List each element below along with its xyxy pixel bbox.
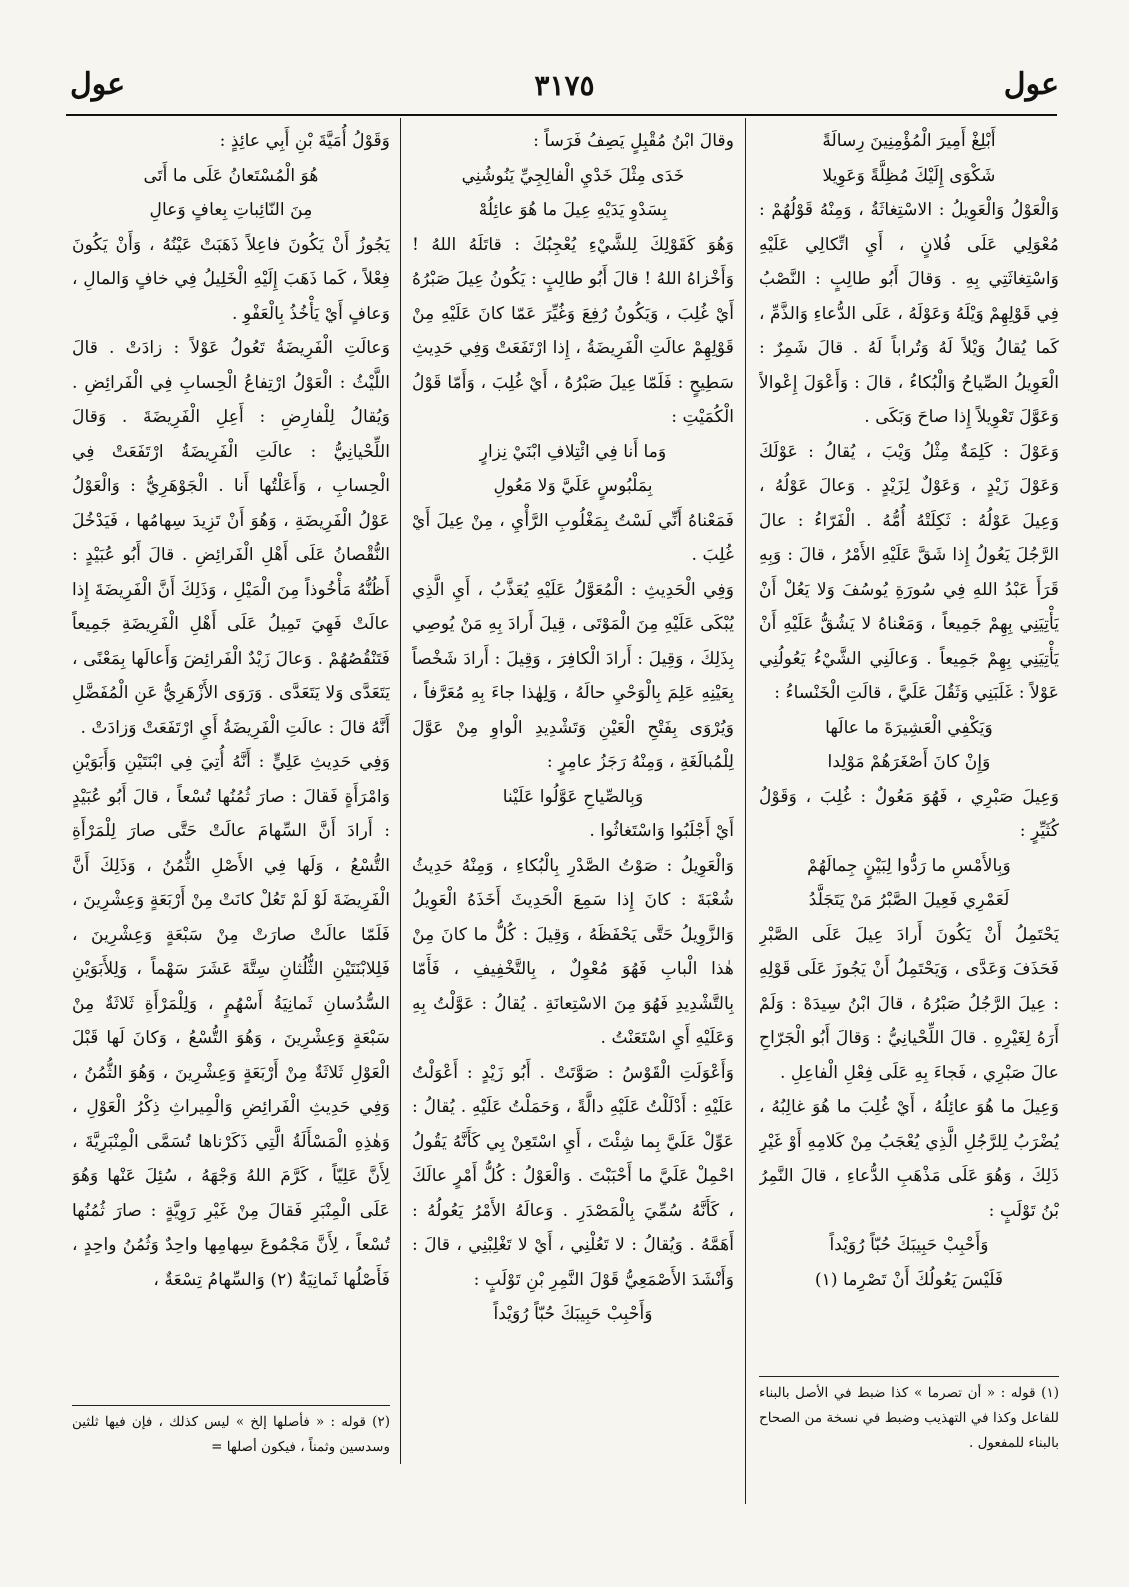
header-rule [66, 114, 1057, 116]
footnote-right: (١) قوله : « أن تصرما » كذا ضبط في الأصل بالبناء للفاعل وكذا في التهذيب وضبط في نسخة من الصحاح بالبناء للمفعول . [759, 1376, 1059, 1481]
verse-line: بِمَلْبُوسٍ عَلَيَّ وَلا مَعُولِ [493, 476, 653, 496]
verse-line: شَكْوَى إِلَيْكَ مُظِلَّةً وَعَوِيلا [822, 165, 996, 186]
paragraph: يَجُوزُ أَنْ يَكُونَ فاعِلاً ذَهَبَتْ عَيْنُهُ ، وَأَنْ يَكُونَ فِعْلاً ، كَما ذَهَبَ إِلَيْهِ الْخَلِيلُ فِي خافٍ وَالمالِ ، وَعافٍ أَيْ يَأْخُذُ بِالْعَفْوِ . [72, 234, 390, 324]
paragraph: يَحْتَمِلُ أَنْ يَكُونَ أَرادَ عِيلَ عَلَى الصَّبْرِ فَحَذَفَ وَعَدَّى ، وَيَحْتَمِلُ أَنْ يَجُوزَ عَلَى قَوْلِهِ : عِيلَ الرَّجُلُ صَبْرُهُ ، قالَ ابْنُ سِيدَهْ : وَلَمْ أَرَهُ لِغَيْرِهِ . قالَ اللِّحْيانِيُّ : وَقالَ أَبُو الْجَرّاحِ عالَ صَبْرِي ، فَجاءَ بِهِ عَلَى فِعْلِ الْفاعِلِ . [759, 924, 1059, 1083]
paragraph: أَيْ أَجْلَبُوا وَاسْتَغاثُوا . [589, 821, 734, 841]
column-left [72, 124, 390, 1404]
verse-line: وَيَكْفِي الْعَشِيرَةَ ما عالَها [825, 717, 993, 738]
verse-line: وَإِنْ كانَ أَصْغَرَهُمْ مَوْلِدا [827, 752, 991, 772]
paragraph: وَهُوَ كَقَوْلِكَ لِلشَّيْءِ يُعْجِبُكَ : قاتَلَهُ اللهُ ! وَأَخْزاهُ اللهُ ! قالَ أَبُو طالِبٍ : يَكُونُ عِيلَ صَبْرُهُ أَيْ غُلِبَ ، وَيَكُونُ رُفِعَ وَغُيِّرَ عَمّا كانَ عَلَيْهِ مِنْ قَوْلِهِمْ عالَتِ الْفَرِيضَةُ ، إِذا ارْتَفَعَتْ وَفِي حَدِيثِ سَطِيحٍ : فَلَمّا عِيلَ صَبْرُهُ ، أَيْ غُلِبَ ، وَأَمّا قَوْلُ الْكُمَيْتِ : [412, 234, 734, 427]
paragraph: وَأَعْوَلَتِ الْقَوْسُ : صَوَّتَتْ . أَبُو زَيْدٍ : أَعْوَلْتُ عَلَيْهِ : أَدْلَلْتُ عَلَيْهِ دالَّةً ، وَحَمَلْتُ عَلَيْهِ . يُقالُ : عَوِّلْ عَلَيَّ بِما شِئْتَ ، أَيِ اسْتَعِنْ بِي كَأَنَّهُ يَقُولُ احْمِلْ عَلَيَّ ما أَحْبَبْتَ . وَالْعَوْلُ : كُلُّ أَمْرٍ عالَكَ ، كَأَنَّهُ سُمِّيَ بِالْمَصْدَرِ . وَعالَهُ الأَمْرُ يَعُولُهُ : أَهَمَّهُ . وَيُقالُ : لا تَعُلْنِي ، أَيْ لا تَغْلِبْنِي ، قالَ : وَأَنْشَدَ الأَصْمَعِيُّ قَوْلَ النَّمِرِ بْنِ تَوْلَبٍ : [412, 1062, 734, 1290]
page-number: ٣١٧٥ [534, 69, 595, 102]
paragraph: وَالْعَوْلُ وَالْعَوِيلُ : الاسْتِغاثَةُ ، وَمِنْهُ قَوْلُهُمْ : مُعْوَلِي عَلَى فُلانٍ ، أَيِ اتِّكالِي عَلَيْهِ وَاسْتِغاثَتِي بِهِ . وَقالَ أَبُو طالِبٍ : النَّصْبُ فِي قَوْلِهِمْ وَيْلَهُ وَعَوْلَهُ ، عَلَى الدُّعاءِ وَالذَّمِّ ، كَما يُقالُ وَيْلاً لَهُ وَتُراباً لَهُ . قالَ شَمِرٌ : الْعَوِيلُ الصِّياحُ وَالْبُكاءُ ، قالَ : وَأَعْوَلَ إِعْوالاً وَعَوَّلَ تَعْوِيلاً إِذا صاحَ وَبَكَى . [759, 200, 1059, 427]
verse-line: هُوَ الْمُسْتَعانُ عَلَى ما أَتَى [143, 165, 319, 186]
column-right [759, 124, 1059, 1539]
column-divider-right [745, 118, 746, 1504]
verse-line: خَدَى مِثْلَ خَدْيِ الْفالِجِيِّ يَنُوشُنِي [461, 165, 685, 186]
verse-line: فَلَيْسَ يَعُولُكَ أَنْ تَصْرِما (١) [814, 1269, 1004, 1290]
paragraph: وَعِيلَ ما هُوَ عائِلُهُ ، أَيْ غُلِبَ ما هُوَ غالِبُهُ ، يُضْرَبُ لِلرَّجُلِ الَّذِي يُعْجَبُ مِنْ كَلامِهِ أَوْ غَيْرِ ذَلِكَ ، وَهُوَ عَلَى مَذْهَبِ الدُّعاءِ ، قالَ النَّمِرُ بْنُ تَوْلَبٍ : [759, 1097, 1059, 1221]
paragraph: وَعِيلَ صَبْرِي ، فَهُوَ مَعُولٌ : غُلِبَ ، وَقَوْلُ كُثَيِّرٍ : [759, 786, 1059, 841]
paragraph: وَفِي الْحَدِيثِ : الْمُعَوَّلُ عَلَيْهِ يُعَذَّبُ ، أَيِ الَّذِي يُبْكَى عَلَيْهِ مِنَ الْمَوْتَى ، قِيلَ أَرادَ بِهِ مَنْ يُوصِي بِذَلِكَ ، وَقِيلَ : أَرادَ الْكافِرَ ، وَقِيلَ : أَرادَ شَخْصاً بِعَيْنِهِ عَلِمَ بِالْوَحْيِ حالَهُ ، وَلِهٰذا جاءَ بِهِ مُعَرَّفاً ، وَيُرْوَى بِفَتْحِ الْعَيْنِ وَتَشْدِيدِ الْواوِ مِنْ عَوَّلَ لِلْمُبالَغَةِ ، وَمِنْهُ رَجَزُ عامِرٍ : [412, 579, 734, 772]
paragraph: وَقَوْلُ أُمَيَّةَ بْنِ أَبِي عائِذٍ : [219, 131, 390, 151]
header-keyword-right: عول [1003, 67, 1059, 102]
column-middle [412, 124, 734, 1470]
verse-line: وَأَحْبِبْ حَبِيبَكَ حُبّاً رُوَيْداً [493, 1304, 653, 1324]
verse-line: وَأَحْبِبْ حَبِيبَكَ حُبّاً رُوَيْداً [829, 1235, 989, 1255]
paragraph: وَعالَتِ الْفَرِيضَةُ تَعُولُ عَوْلاً : زادَتْ . قالَ اللَّيْثُ : الْعَوْلُ ارْتِفاعُ الْحِسابِ فِي الْفَرائِضِ . وَيُقالُ لِلْفارِضِ : أَعِلِ الْفَرِيضَةَ . وَقالَ اللِّحْيانِيُّ : عالَتِ الْفَرِيضَةُ ارْتَفَعَتْ فِي الْحِسابِ ، وَأَعَلْتُها أَنا . الْجَوْهَرِيُّ : وَالْعَوْلُ عَوْلُ الْفَرِيضَةِ ، وَهُوَ أَنْ تَزِيدَ سِهامُها ، فَيَدْخُلَ النُّقْصانُ عَلَى أَهْلِ الْفَرائِضِ . قالَ أَبُو عُبَيْدٍ : أَظُنُّهُ مَأْخُوذاً مِنَ الْمَيْلِ ، وَذَلِكَ أَنَّ الْفَرِيضَةَ إِذا عالَتْ فَهِيَ تَمِيلُ عَلَى أَهْلِ الْفَرِيضَةِ جَمِيعاً فَتَنْقُصُهُمْ . وَعالَ زَيْدٌ الْفَرائِضَ وَأَعالَها بِمَعْنًى ، يَتَعَدَّى وَلا يَتَعَدَّى . وَرَوَى الأَزْهَرِيُّ عَنِ الْمُفَضَّلِ أَنَّهُ قالَ : عالَتِ الْفَرِيضَةُ أَيِ ارْتَفَعَتْ وَزادَتْ . [72, 338, 390, 738]
verse-line: وَبِالأَمْسِ ما رَدُّوا لِبَيْنٍ جِمالَهُمْ [807, 855, 1011, 876]
paragraph: وَفِي حَدِيثِ عَلِيٍّ : أَنَّهُ أُتِيَ فِي ابْنَتَيْنِ وَأَبَوَيْنِ وَامْرَأَةٍ فَقالَ : صارَ ثُمُنُها تُسْعاً ، قالَ أَبُو عُبَيْدٍ : أَرادَ أَنَّ السِّهامَ عالَتْ حَتَّى صارَ لِلْمَرْأَةِ التُّسْعُ ، وَلَها فِي الأَصْلِ الثُّمُنُ ، وَذَلِكَ أَنَّ الْفَرِيضَةَ لَوْ لَمْ تَعُلْ كانَتْ مِنْ أَرْبَعَةٍ وَعِشْرِينَ ، فَلَمّا عالَتْ صارَتْ مِنْ سَبْعَةٍ وَعِشْرِينَ ، فَلِلابْنَتَيْنِ الثُّلُثانِ سِتَّةَ عَشَرَ سَهْماً ، وَلِلأَبَوَيْنِ السُّدُسانِ ثَمانِيَةُ أَسْهُمٍ ، وَلِلْمَرْأَةِ ثَلاثَةٌ مِنْ سَبْعَةٍ وَعِشْرِينَ ، وَهُوَ التُّسْعُ ، وَكانَ لَها قَبْلَ الْعَوْلِ ثَلاثَةٌ مِنْ أَرْبَعَةٍ وَعِشْرِينَ ، وَهُوَ الثُّمُنُ ، وَفِي حَدِيثِ الْفَرائِضِ وَالْمِيراثِ ذِكْرُ الْعَوْلِ ، وَهٰذِهِ الْمَسْأَلَةُ الَّتِي ذَكَرْناها تُسَمَّى الْمِنْبَرِيَّةَ ، لِأَنَّ عَلِيّاً ، كَرَّمَ اللهُ وَجْهَهُ ، سُئِلَ عَنْها وَهُوَ عَلَى الْمِنْبَرِ فَقالَ مِنْ غَيْرِ رَوِيَّةٍ : صارَ ثُمُنُها تُسْعاً ، لِأَنَّ مَجْمُوعَ سِهامِها واحِدٌ وَثُمُنُ واحِدٍ ، فَأَصْلُها ثَمانِيَةٌ (٢) وَالسِّهامُ تِسْعَةٌ ، [72, 752, 390, 1290]
footnote-left: (٢) قوله : « فأصلها إلخ » ليس كذلك ، فإن فيها ثلثين وسدسين وثمناً ، فيكون أصلها = [72, 1405, 390, 1462]
verse-line: مِنَ النّائِباتِ بِعافٍ وَعالِ [149, 200, 313, 220]
verse-line: لَعَمْرِي فَعِيلَ الصَّبْرُ مَنْ يَتَجَلَّدُ [808, 890, 1010, 910]
paragraph: وقالَ ابْنُ مُقْبِلٍ يَصِفُ فَرَساً : [533, 131, 734, 151]
column-divider-left [400, 118, 401, 1464]
paragraph: وَالْعَوِيلُ : صَوْتُ الصَّدْرِ بِالْبُكاءِ ، وَمِنْهُ حَدِيثُ شُعْبَةَ : كانَ إِذا سَمِعَ الْحَدِيثَ أَخَذَهُ الْعَوِيلُ وَالزَّوِيلُ حَتَّى يَحْفَظَهُ ، وَقِيلَ : كُلُّ ما كانَ مِنْ هٰذا الْبابِ فَهُوَ مُعْوِلٌ ، بِالتَّخْفِيفِ ، فَأَمّا بِالتَّشْدِيدِ فَهُوَ مِنَ الاسْتِعانَةِ . يُقالُ : عَوَّلْتُ بِهِ وَعَلَيْهِ أَيِ اسْتَعَنْتُ . [412, 855, 734, 1048]
header-keyword-left: عول [70, 67, 126, 102]
paragraph: فَمَعْناهُ أَنِّي لَسْتُ بِمَغْلُوبِ الرَّأْيِ ، مِنْ عِيلَ أَيْ غُلِبَ . [412, 510, 734, 565]
verse-line: وَما أَنا فِي ائْتِلافِ ابْنَيْ نِزارٍ [479, 441, 667, 462]
verse-line: وَبِالصِّياحِ عَوَّلُوا عَلَيْنا [502, 786, 644, 807]
paragraph: وَعَوْلَ : كَلِمَةٌ مِثْلُ وَيْبَ ، يُقالُ : عَوْلَكَ وَعَوْلَ زَيْدٍ ، وَعَوْلٌ لِزَيْدٍ . وَعالَ عَوْلُهُ ، وَعِيلَ عَوْلُهُ : ثَكِلَتْهُ أُمُّهُ . الْفَرّاءُ : عالَ الرَّجُلَ يَعُولُ إِذا شَقَّ عَلَيْهِ الأَمْرُ ، قالَ : وَبِهِ قَرَأَ عَبْدُ اللهِ فِي سُورَةِ يُوسُفَ وَلا يَعُلْ أَنْ يَأْتِيَنِي بِهِمْ جَمِيعاً ، وَمَعْناهُ لا يَشُقُّ عَلَيْهِ أَنْ يَأْتِيَنِي بِهِمْ جَمِيعاً . وَعالَنِي الشَّيْءُ يَعُولُنِي عَوْلاً : غَلَبَنِي وَثَقُلَ عَلَيَّ ، قالَتِ الْخَنْساءُ : [759, 441, 1059, 703]
verse-line: بِسَدْوِ يَدَيْهِ عِيلَ ما هُوَ عائِلُهْ [478, 200, 668, 220]
verse-line: أَبْلِغْ أَمِيرَ الْمُؤْمِنِينَ رِسالَةً [822, 131, 996, 151]
